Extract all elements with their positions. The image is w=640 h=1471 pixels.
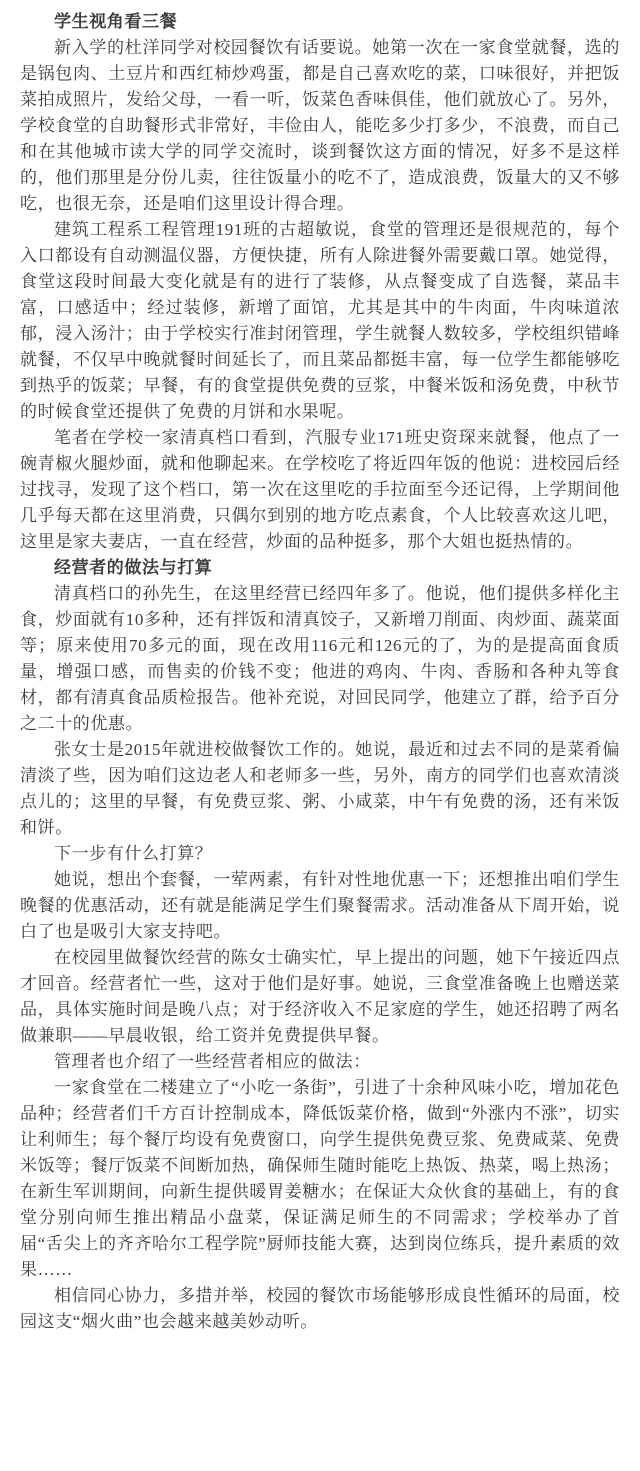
paragraph-student-guchaomin: 建筑工程系工程管理191班的古超敏说，食堂的管理还是很规范的，每个入口都设有自动测温仪器，方便快捷，所有人除进餐外需要戴口罩。她觉得，食堂这段时间最大变化就是有的进行了装修，从点餐变成了自选餐，菜品丰富，口感适中；经过装修，新增了面馆，尤其是其中的牛肉面，牛肉味道浓郁，浸入汤汁；由于学校实行准封闭管理，学生就餐人数较多，学校组织错峰就餐，不仅早中晚就餐时间延长了，而且菜品都挺丰富，每一位学生都能够吃到热乎的饭菜；早餐，有的食堂提供免费的豆浆，中餐米饭和汤免费，中秋节的时候食堂还提供了免费的月饼和水果呢。 <box>20 220 620 421</box>
section-heading-operators: 经营者的做法与打算 <box>54 558 213 577</box>
paragraph-operator-sun: 清真档口的孙先生，在这里经营已经四年多了。他说，他们提供多样化主食，炒面就有10多种，还有拌饭和清真饺子，又新增刀削面、肉炒面、蔬菜面等；原来使用70多元的面，现在改用116元和126元的了，为的是提高面食质量，增强口感，而售卖的价钱不变；他进的鸡肉、牛肉、香肠和各种丸等食材，都有清真食品质检报告。他补充说，对回民同学，他建立了群，给予百分之二十的优惠。 <box>20 584 620 733</box>
paragraph-closing: 相信同心协力，多措并举，校园的餐饮市场能够形成良性循环的局面，校园这支“烟火曲”也会越来越美妙动听。 <box>20 1286 620 1331</box>
paragraph-question-next-step: 下一步有什么打算？ <box>54 844 213 863</box>
paragraph-student-duyang: 新入学的杜洋同学对校园餐饮有话要说。她第一次在一家食堂就餐，选的是锅包肉、土豆片和西红柿炒鸡蛋，都是自己喜欢吃的菜，口味很好，并把饭菜拍成照片，发给父母，一看一听，饭菜色香味俱佳，他们就放心了。另外，学校食堂的自助餐形式非常好，丰俭由人，能吃多少打多少，不浪费，而自己和在其他城市读大学的同学交流时，谈到餐饮这方面的情况，好多不是这样的，他们那里是分份儿卖，往往饭量小的吃不了，造成浪费，饭量大的又不够吃，也很无奈，还是咱们这里设计得合理。 <box>20 38 620 213</box>
section-heading-student-view: 学生视角看三餐 <box>54 12 178 31</box>
paragraph-student-halal-stall: 笔者在学校一家清真档口看到，汽服专业171班史资琛来就餐，他点了一碗青椒火腿炒面，就和他聊起来。在学校吃了将近四年饭的他说：进校园后经过找寻，发现了这个档口，第一次在这里吃的手拉面至今还记得，上学期间他几乎每天都在这里消费，只偶尔到别的地方吃点素食，个人比较喜欢这儿吧，这里是家夫妻店，一直在经营，炒面的品种挺多，那个大姐也挺热情的。 <box>20 428 620 551</box>
paragraph-operator-zhang: 张女士是2015年就进校做餐饮工作的。她说，最近和过去不同的是菜肴偏清淡了些，因为咱们这边老人和老师多一些，另外，南方的同学们也喜欢清淡点儿的；这里的早餐，有免费豆浆、粥、小咸菜，中午有免费的汤，还有米饭和饼。 <box>20 740 620 837</box>
paragraph-manager-measures: 一家食堂在二楼建立了“小吃一条街”，引进了十余种风味小吃，增加花色品种；经营者们千方百计控制成本，降低饭菜价格，做到“外涨内不涨”，切实让利师生；每个餐厅均设有免费窗口，向学生提供免费豆浆、免费咸菜、免费米饭等；餐厅饭菜不间断加热，确保师生随时能吃上热饭、热菜，喝上热汤；在新生军训期间，向新生提供暖胃姜糖水；在保证大众伙食的基础上，有的食堂分别向师生推出精品小盘菜，保证满足师生的不同需求；学校举办了首届“舌尖上的齐齐哈尔工程学院”厨师技能大赛，达到岗位练兵，提升素质的效果…… <box>20 1078 620 1279</box>
paragraph-zhang-plans: 她说，想出个套餐，一荤两素，有针对性地优惠一下；还想推出咱们学生晚餐的优惠活动，还有就是能满足学生们聚餐需求。活动准备从下周开始，说白了也是吸引大家支持吧。 <box>20 870 620 941</box>
paragraph-manager-intro: 管理者也介绍了一些经营者相应的做法： <box>54 1052 371 1071</box>
paragraph-operator-chen: 在校园里做餐饮经营的陈女士确实忙，早上提出的问题，她下午接近四点才回音。经营者忙一些，这对于他们是好事。她说，三食堂准备晚上也赠送菜品，具体实施时间是晚八点；对于经济收入不足家庭的学生，她还招聘了两名做兼职——早晨收银，给工资并免费提供早餐。 <box>20 948 620 1045</box>
